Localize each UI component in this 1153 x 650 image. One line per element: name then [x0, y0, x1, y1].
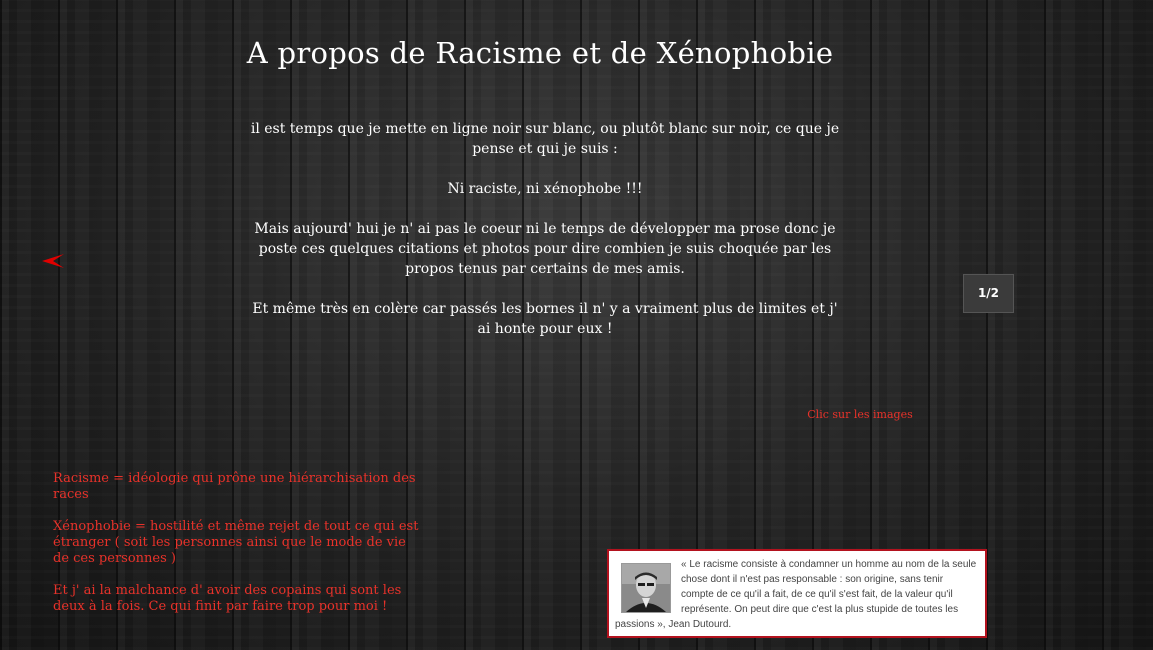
- definition-racisme: Racisme = idéologie qui prône une hiérarchisation des races: [53, 471, 416, 502]
- intro-text: [250, 119, 840, 359]
- definition-xenophobie: Xénophobie = hostilité et même rejet de tout ce qui est étranger ( soit les personnes ainsi que le mode de vie de ces personnes ): [53, 519, 419, 566]
- page-title: A propos de Racisme et de Xénophobie: [246, 36, 834, 70]
- intro-paragraph-3: Mais aujourd' hui je n' ai pas le coeur ni le temps de développer ma prose donc je poste ces quelques citations et photos pour dire combien je suis choquée par les propos tenus par certains de mes amis.: [254, 221, 836, 277]
- definitions-block: [53, 471, 423, 631]
- intro-paragraph-4: Et même très en colère car passés les bornes il n' y a vraiment plus de limites et j' ai honte pour eux !: [252, 301, 838, 337]
- portrait-photo: [621, 563, 671, 613]
- personal-note: Et j' ai la malchance d' avoir des copains qui sont les deux à la fois. Ce qui finit par faire trop pour moi !: [53, 583, 402, 614]
- arrow-left-icon: [41, 253, 65, 269]
- quote-text: « Le racisme consiste à condamner un homme au nom de la seule chose dont il n'est pas responsable : son origine, sans tenir compte de ce qu'il a fait, de ce qu'il s'est fait, de la valeur qu'il représente. On peut dire que c'est la plus stupide de toutes les passions », Jean Dutourd.: [615, 559, 977, 630]
- intro-paragraph-2: Ni raciste, ni xénophobe !!!: [447, 181, 643, 197]
- portrait-image: [622, 564, 670, 612]
- slideshow-prev-button[interactable]: [41, 253, 65, 269]
- quote-card[interactable]: [607, 549, 987, 638]
- intro-paragraph-1: il est temps que je mette en ligne noir sur blanc, ou plutôt blanc sur noir, ce que je pense et qui je suis :: [250, 121, 840, 157]
- click-images-hint: Clic sur les images: [807, 408, 913, 421]
- slideshow-counter: 1/2: [963, 274, 1014, 313]
